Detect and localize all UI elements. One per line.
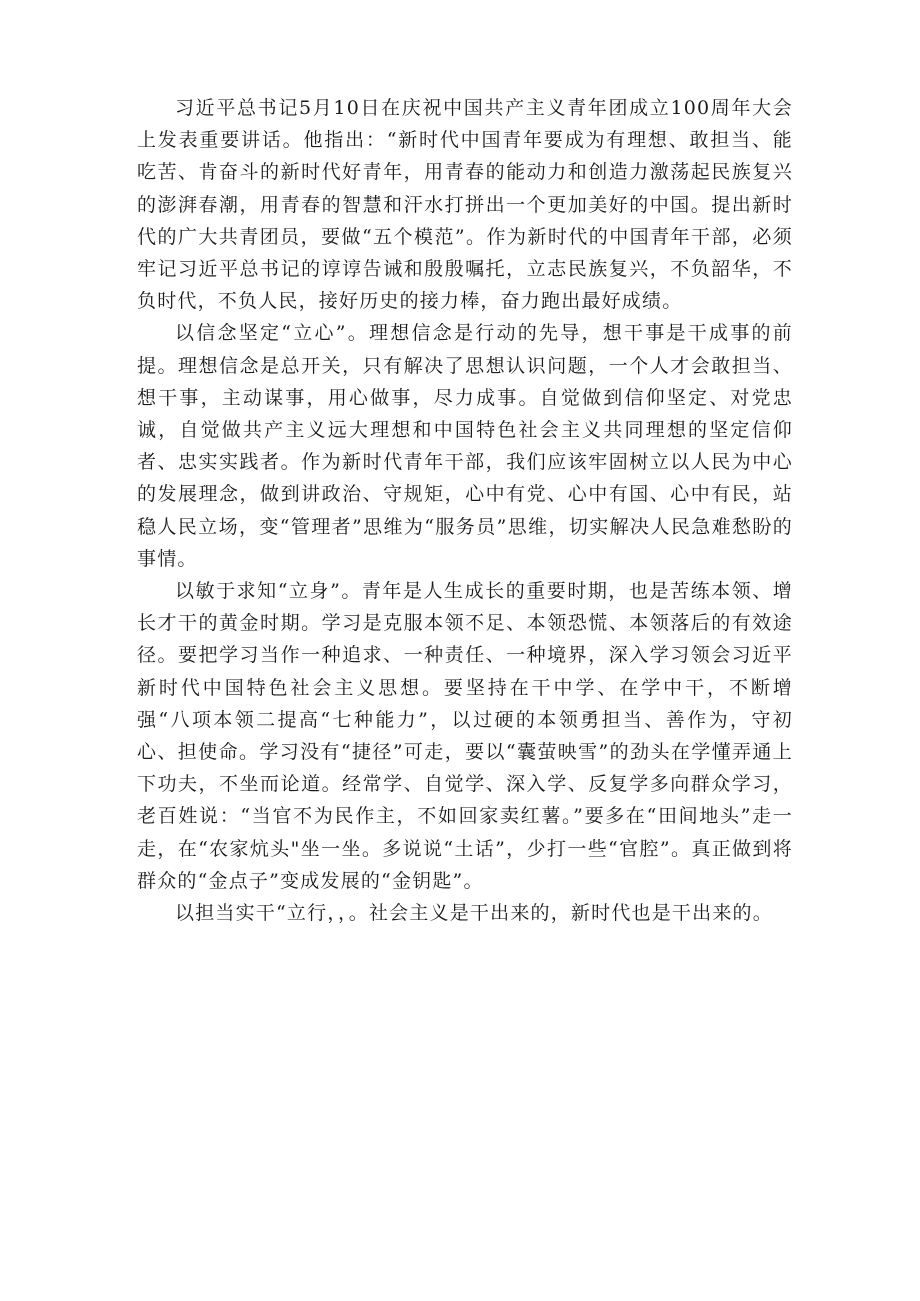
paragraph-intro: 习近平总书记5月10日在庆祝中国共产主义青年团成立100周年大会上发表重要讲话。他指出：“新时代中国青年要成为有理想、敢担当、能吃苦、肯奋斗的新时代好青年，用青春的能动力和创造力激荡起民族复兴的澎湃春潮，用青春的智慧和汗水打拼出一个更加美好的中国。提出新时代的广大共青团员，要做“五个模范”。作为新时代的中国青年干部，必须牢记习近平总书记的谆谆告诫和殷殷嘱托，立志民族复兴，不负韶华，不负时代，不负人民，接好历史的接力棒，奋力跑出最好成绩。 [137, 97, 793, 313]
paragraph-action: 以担当实干“立行，，。社会主义是干出来的，新时代也是干出来的。 [175, 902, 773, 925]
paragraph-belief: 以信念坚定“立心”。理想信念是行动的先导，想干事是干成事的前提。理想信念是总开关，只有解决了思想认识问题，一个人才会敢担当、想干事，主动谋事，用心做事，尽力成事。自觉做到信仰坚定、对党忠诚，自觉做共产主义远大理想和中国特色社会主义共同理想的坚定信仰者、忠实实践者。作为新时代青年干部，我们应该牢固树立以人民为中心的发展理念，做到讲政治、守规矩，心中有党、心中有国、心中有民，站稳人民立场，变“管理者”思维为“服务员”思维，切实解决人民急难愁盼的事情。 [137, 322, 793, 570]
document-body [137, 92, 793, 929]
paragraph-learning: 以敏于求知“立身”。青年是人生成长的重要时期，也是苦练本领、增长才干的黄金时期。学习是克服本领不足、本领恐慌、本领落后的有效途径。要把学习当作一种追求、一种责任、一种境界，深入学习领会习近平新时代中国特色社会主义思想。要坚持在干中学、在学中干，不断增强“八项本领二提高“七种能力”，以过硬的本领勇担当、善作为，守初心、担使命。学习没有“捷径”可走，要以“囊萤映雪”的劲头在学懂弄通上下功夫，不坐而论道。经常学、自觉学、深入学、反复学多向群众学习，老百姓说：“当官不为民作主，不如回家卖红薯。”要多在“田间地头”走一走，在“农家炕头"坐一坐。多说说“土话”，少打一些“官腔”。真正做到将群众的“金点子”变成发展的“金钥匙”。 [137, 580, 793, 892]
